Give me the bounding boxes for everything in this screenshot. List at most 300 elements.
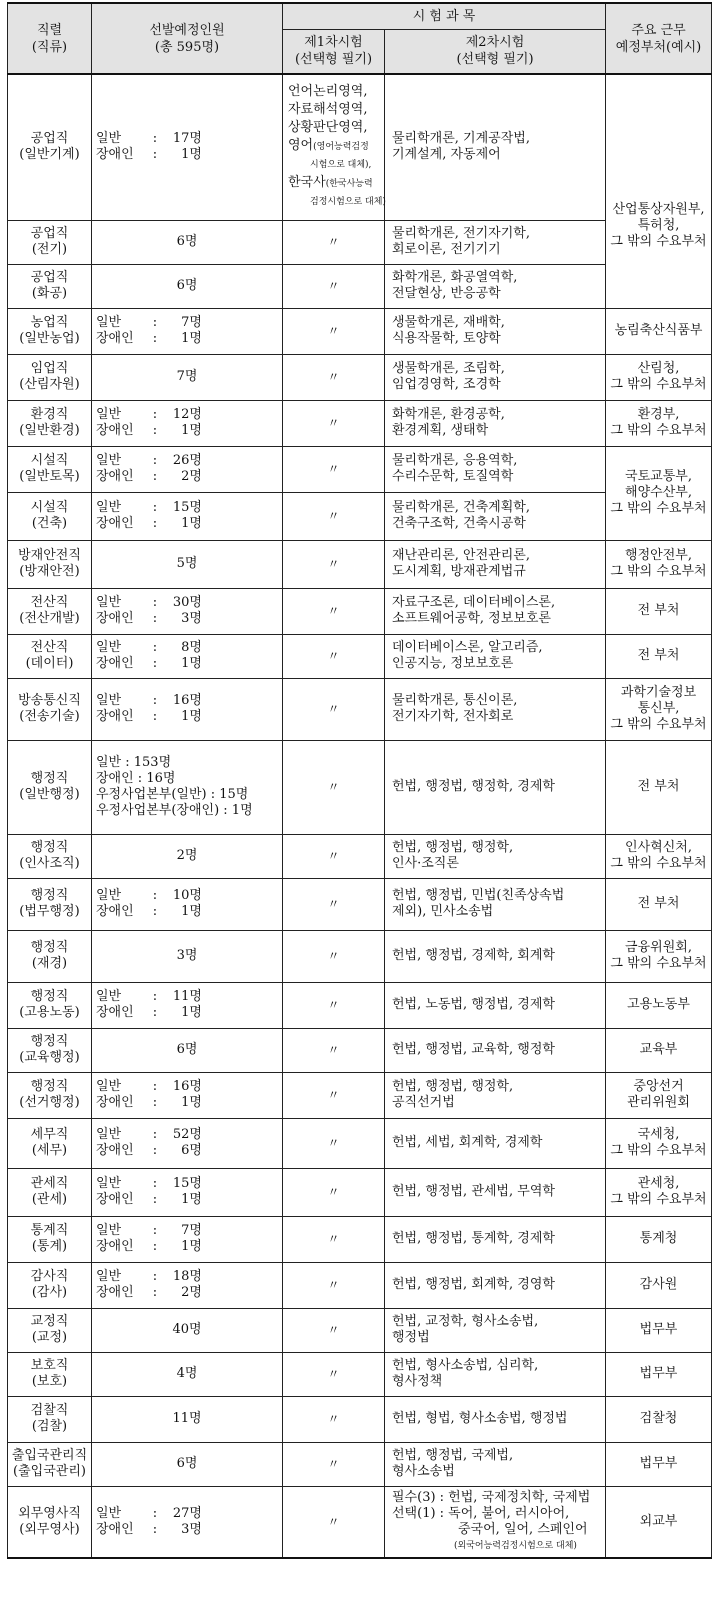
second-exam-cell <box>385 1352 606 1396</box>
ditto-mark: 〃 <box>327 897 340 911</box>
table-row <box>8 446 712 492</box>
first-exam-cell <box>283 740 385 834</box>
second-exam-line: 헌법, 형사소송법, 심리학, <box>392 1358 539 1373</box>
second-exam-line: 화학개론, 환경공학, <box>392 407 505 422</box>
job-subtype: (검찰) <box>31 1419 68 1434</box>
count-value: 2명 <box>181 1285 202 1300</box>
count-colon: : <box>152 693 158 708</box>
second-exam-line: 형사정책 <box>392 1374 443 1389</box>
job-name: 환경직 <box>30 407 69 422</box>
job-subtype: (데이터) <box>25 656 74 671</box>
count-value: 1명 <box>181 1095 202 1110</box>
job-cell <box>8 740 92 834</box>
dept-cell <box>606 1442 712 1486</box>
count-colon: : <box>152 1285 158 1300</box>
second-exam-line: 헌법, 교정학, 형사소송법, <box>392 1314 539 1329</box>
ditto-mark: 〃 <box>327 557 340 571</box>
dept-cell <box>606 400 712 446</box>
count-line: 장애인 : 16명 <box>96 771 176 786</box>
count-colon: : <box>152 423 158 438</box>
count-colon: : <box>152 904 158 919</box>
count-colon: : <box>152 1079 158 1094</box>
count-label: 장애인 <box>96 1192 134 1207</box>
count-cell <box>92 982 283 1028</box>
second-exam-line: 재난관리론, 안전관리론, <box>392 548 530 563</box>
job-name: 시설직 <box>30 453 69 468</box>
job-cell <box>8 982 92 1028</box>
dept-cell <box>606 540 712 588</box>
job-name: 감사직 <box>30 1269 69 1284</box>
count-cell <box>92 1352 283 1396</box>
dept-line: 농림축산식품부 <box>614 323 703 338</box>
count-line <box>96 1192 282 1208</box>
job-subtype: (화공) <box>31 286 68 301</box>
job-cell <box>8 446 92 492</box>
second-exam-line: 필수(3) : 헌법, 국제정치학, 국제법 <box>392 1489 591 1505</box>
second-exam-cell <box>385 1486 606 1558</box>
ditto-mark: 〃 <box>327 849 340 863</box>
job-cell <box>8 74 92 220</box>
count-label: 일반 <box>96 1223 122 1238</box>
count-value: 15명 <box>172 1176 202 1191</box>
job-name: 임업직 <box>30 361 69 376</box>
dept-cell <box>606 1486 712 1558</box>
count-label: 장애인 <box>96 904 134 919</box>
first-exam-note: (영어능력검정 <box>313 142 369 153</box>
count-value: 40명 <box>172 1322 202 1337</box>
count-cell <box>92 400 283 446</box>
dept-cell <box>606 1168 712 1216</box>
count-colon: : <box>152 407 158 422</box>
job-subtype: (고용노동) <box>19 1005 80 1020</box>
count-line <box>96 469 282 485</box>
second-exam-cell <box>385 878 606 930</box>
count-value: 6명 <box>176 1042 198 1057</box>
second-exam-line: 행정법 <box>392 1330 430 1345</box>
table-row <box>8 878 712 930</box>
second-exam-cell <box>385 1396 606 1442</box>
dept-line: 중앙선거 <box>633 1079 684 1094</box>
dept-line: 고용노동부 <box>627 997 690 1012</box>
dept-line: 특허청, <box>637 217 680 233</box>
count-colon: : <box>152 989 158 1004</box>
job-cell <box>8 540 92 588</box>
job-cell <box>8 220 92 264</box>
job-cell <box>8 878 92 930</box>
count-value: 30명 <box>172 595 202 610</box>
job-cell <box>8 1072 92 1118</box>
job-cell <box>8 1118 92 1168</box>
job-name: 행정직 <box>30 940 69 955</box>
ditto-mark: 〃 <box>327 780 340 794</box>
dept-line: 행정안전부, <box>625 548 692 563</box>
count-label: 장애인 <box>96 709 134 724</box>
second-exam-cell <box>385 678 606 740</box>
count-label: 일반 <box>96 640 122 655</box>
count-cell <box>92 1486 283 1558</box>
count-value: 1명 <box>181 1192 202 1207</box>
count-line <box>96 453 282 469</box>
ditto-mark: 〃 <box>327 1412 340 1426</box>
dept-cell <box>606 588 712 634</box>
dept-line: 법무부 <box>639 1366 678 1381</box>
ditto-mark: 〃 <box>327 1514 340 1529</box>
second-exam-line: 헌법, 노동법, 행정법, 경제학 <box>392 997 555 1012</box>
job-subtype: (외무영사) <box>19 1521 80 1537</box>
dept-line: 그 밖의 수요부처 <box>610 233 707 249</box>
count-value: 7명 <box>181 315 202 330</box>
table-row <box>8 740 712 834</box>
dept-line: 통계청 <box>639 1231 678 1246</box>
dept-cell <box>606 1262 712 1308</box>
second-exam-line: 환경계획, 생태학 <box>392 423 489 438</box>
count-label: 일반 <box>96 407 122 422</box>
count-label: 일반 <box>96 693 122 708</box>
job-subtype: (선거행정) <box>19 1095 80 1110</box>
dept-cell <box>606 354 712 400</box>
second-exam-line: 회로이론, 전기기기 <box>392 242 501 257</box>
second-exam-line: 물리학개론, 응용역학, <box>392 453 518 468</box>
second-exam-cell <box>385 264 606 308</box>
count-line <box>96 1239 282 1255</box>
dept-cell <box>606 930 712 982</box>
job-name: 세무직 <box>30 1127 69 1142</box>
second-exam-line: 기계설계, 자동제어 <box>392 147 501 163</box>
table-row <box>8 1262 712 1308</box>
count-colon: : <box>152 516 158 531</box>
count-line <box>96 1095 282 1111</box>
count-value: 17명 <box>172 131 202 147</box>
table-row <box>8 1072 712 1118</box>
job-subtype: (법무행정) <box>19 904 80 919</box>
second-exam-cell <box>385 1168 606 1216</box>
count-colon: : <box>152 640 158 655</box>
count-label: 일반 <box>96 1505 122 1521</box>
first-exam-cell <box>283 308 385 354</box>
count-value: 3명 <box>176 948 198 963</box>
first-exam-english <box>288 137 384 156</box>
dept-line: 법무부 <box>639 1322 678 1337</box>
second-exam-line: 헌법, 행정법, 행정학, <box>392 1079 514 1094</box>
dept-cell <box>606 740 712 834</box>
dept-cell <box>606 834 712 878</box>
job-name: 공업직 <box>30 131 69 147</box>
count-cell <box>92 492 283 540</box>
job-name: 행정직 <box>30 840 69 855</box>
job-cell <box>8 930 92 982</box>
job-name: 외무영사직 <box>18 1505 81 1521</box>
count-label: 일반 <box>96 989 122 1004</box>
first-exam-note: (한국사능력 <box>325 179 373 190</box>
second-exam-cell <box>385 1072 606 1118</box>
dept-line: 그 밖의 수요부처 <box>610 856 707 871</box>
job-cell <box>8 308 92 354</box>
second-exam-line: 식용작물학, 토양학 <box>392 331 501 346</box>
second-exam-cell <box>385 540 606 588</box>
second-exam-line: 소프트웨어공학, 정보보호론 <box>392 611 551 626</box>
job-cell <box>8 588 92 634</box>
dept-line: 그 밖의 수요부처 <box>610 1192 707 1207</box>
count-label: 일반 <box>96 1127 122 1142</box>
table-row <box>8 308 712 354</box>
count-colon: : <box>152 1005 158 1020</box>
dept-line: 과학기술정보 <box>620 685 697 700</box>
count-cell <box>92 1072 283 1118</box>
job-cell <box>8 264 92 308</box>
job-name: 행정직 <box>30 1034 69 1049</box>
count-cell <box>92 264 283 308</box>
count-value: 5명 <box>176 556 198 571</box>
dept-line: 전 부처 <box>637 896 680 911</box>
count-line <box>96 1127 282 1143</box>
job-name: 방재안전직 <box>18 548 81 563</box>
job-subtype: (관세) <box>31 1192 68 1207</box>
count-line <box>96 1143 282 1159</box>
count-colon: : <box>152 1127 158 1142</box>
second-exam-cell <box>385 1308 606 1352</box>
count-label: 장애인 <box>96 516 134 531</box>
job-subtype: (세무) <box>31 1143 68 1158</box>
count-cell <box>92 540 283 588</box>
second-exam-cell <box>385 1262 606 1308</box>
second-exam-line: 물리학개론, 기계공작법, <box>392 131 530 147</box>
dept-cell <box>606 1118 712 1168</box>
job-name: 시설직 <box>30 500 69 515</box>
count-line <box>96 709 282 725</box>
job-name: 공업직 <box>30 226 69 241</box>
count-value: 11명 <box>172 989 202 1004</box>
count-label: 장애인 <box>96 469 134 484</box>
table-row <box>8 1486 712 1558</box>
dept-line: 국세청, <box>637 1127 680 1142</box>
job-cell <box>8 492 92 540</box>
first-exam-cell <box>283 588 385 634</box>
count-label: 일반 <box>96 595 122 610</box>
ditto-mark: 〃 <box>327 1043 340 1057</box>
dept-line: 검찰청 <box>639 1411 678 1426</box>
first-exam-cell <box>283 1118 385 1168</box>
count-label: 일반 <box>96 453 122 468</box>
second-exam-cell <box>385 1442 606 1486</box>
dept-line: 그 밖의 수요부처 <box>610 717 707 732</box>
second-exam-line: 헌법, 행정법, 민법(친족상속법 <box>392 888 565 903</box>
count-cell <box>92 446 283 492</box>
table-row <box>8 930 712 982</box>
ditto-mark: 〃 <box>327 279 340 293</box>
table-row <box>8 400 712 446</box>
first-exam-cell <box>283 400 385 446</box>
ditto-mark: 〃 <box>327 1367 340 1381</box>
job-name: 전산직 <box>30 640 69 655</box>
table-row <box>8 678 712 740</box>
dept-cell <box>606 1072 712 1118</box>
count-colon: : <box>152 1269 158 1284</box>
job-cell <box>8 1486 92 1558</box>
job-subtype: (건축) <box>31 516 68 531</box>
count-label: 장애인 <box>96 423 134 438</box>
second-exam-cell <box>385 446 606 492</box>
count-value: 6명 <box>176 234 198 249</box>
table-row <box>8 588 712 634</box>
count-cell <box>92 678 283 740</box>
count-colon: : <box>152 709 158 724</box>
count-value: 16명 <box>172 1079 202 1094</box>
table-row <box>8 1396 712 1442</box>
count-line <box>96 147 282 163</box>
count-line <box>96 407 282 423</box>
count-cell <box>92 740 283 834</box>
count-colon: : <box>152 611 158 626</box>
dept-cell <box>606 678 712 740</box>
ditto-mark: 〃 <box>327 702 340 716</box>
second-exam-line: 물리학개론, 통신이론, <box>392 693 518 708</box>
second-exam-line: 제외), 민사소송법 <box>392 904 494 919</box>
count-cell <box>92 354 283 400</box>
job-cell <box>8 1442 92 1486</box>
count-label: 장애인 <box>96 147 134 163</box>
dept-line: 그 밖의 수요부처 <box>610 564 707 579</box>
count-line <box>96 423 282 439</box>
second-exam-line: 헌법, 행정법, 국제법, <box>392 1448 514 1463</box>
dept-line: 전 부처 <box>637 779 680 794</box>
job-subtype: (보호) <box>31 1374 68 1389</box>
second-exam-cell <box>385 400 606 446</box>
second-exam-line: 임업경영학, 조경학 <box>392 377 501 392</box>
count-label: 장애인 <box>96 1521 134 1537</box>
first-exam-history <box>288 174 384 193</box>
second-exam-line: 데이터베이스론, 알고리즘, <box>392 640 543 655</box>
first-exam-subject: 한국사 <box>288 175 326 191</box>
table-row <box>8 74 712 220</box>
second-exam-line: 전기자기학, 전자회로 <box>392 709 514 724</box>
second-exam-cell <box>385 930 606 982</box>
count-label: 일반 <box>96 131 122 147</box>
job-subtype: (일반농업) <box>19 331 80 346</box>
first-exam-cell <box>283 878 385 930</box>
count-value: 27명 <box>172 1505 202 1521</box>
table-row <box>8 1308 712 1352</box>
dept-line: 그 밖의 수요부처 <box>610 1143 707 1158</box>
count-value: 18명 <box>172 1269 202 1284</box>
count-value: 3명 <box>181 611 202 626</box>
header-job: 직렬 (직류) <box>8 3 92 74</box>
count-cell <box>92 1442 283 1486</box>
second-exam-line: 자료구조론, 데이터베이스론, <box>392 595 556 610</box>
count-line <box>96 904 282 920</box>
dept-line: 관리위원회 <box>627 1095 690 1110</box>
table-row <box>8 634 712 678</box>
ditto-mark: 〃 <box>327 509 340 523</box>
first-exam-cell <box>283 982 385 1028</box>
dept-line: 전 부처 <box>637 603 680 618</box>
count-value: 1명 <box>181 516 202 531</box>
count-cell <box>92 1028 283 1072</box>
dept-line: 전 부처 <box>637 648 680 663</box>
count-label: 장애인 <box>96 331 134 346</box>
first-exam-cell <box>283 834 385 878</box>
count-value: 12명 <box>172 407 202 422</box>
second-exam-line: 인공지능, 정보보호론 <box>392 656 514 671</box>
table-row <box>8 1352 712 1396</box>
ditto-mark: 〃 <box>327 324 340 338</box>
job-name: 검찰직 <box>30 1403 69 1418</box>
count-colon: : <box>152 1176 158 1191</box>
second-exam-line: 헌법, 세법, 회계학, 경제학 <box>392 1135 543 1150</box>
count-cell <box>92 1262 283 1308</box>
job-subtype: (교정) <box>31 1330 68 1345</box>
count-cell <box>92 1118 283 1168</box>
count-line <box>96 888 282 904</box>
job-name: 출입국관리직 <box>11 1448 88 1463</box>
count-line <box>96 1005 282 1021</box>
dept-cell <box>606 1028 712 1072</box>
first-exam-cell <box>283 1308 385 1352</box>
dept-line: 산림청, <box>637 361 680 376</box>
count-colon: : <box>152 500 158 515</box>
first-exam-cell <box>283 1352 385 1396</box>
second-exam-cell <box>385 74 606 220</box>
ditto-mark: 〃 <box>327 949 340 963</box>
ditto-mark: 〃 <box>327 998 340 1012</box>
header-dept: 주요 근무 예정부처(예시) <box>606 3 712 74</box>
second-exam-line: 생물학개론, 조림학, <box>392 361 505 376</box>
second-exam-line: 헌법, 행정법, 행정학, 경제학 <box>392 779 555 794</box>
header-count: 선발예정인원 (총 595명) <box>92 3 283 74</box>
job-subtype: (출입국관리) <box>13 1464 86 1479</box>
job-cell <box>8 634 92 678</box>
first-exam-subject: 자료해석영역, <box>288 102 368 118</box>
job-subtype: (일반행정) <box>19 787 80 802</box>
first-exam-cell <box>283 264 385 308</box>
dept-cell <box>606 1396 712 1442</box>
count-cell <box>92 930 283 982</box>
job-subtype: (감사) <box>31 1285 68 1300</box>
first-exam-cell <box>283 634 385 678</box>
count-cell <box>92 1216 283 1262</box>
count-line <box>96 640 282 656</box>
dept-line: 그 밖의 수요부처 <box>610 423 707 438</box>
dept-cell <box>606 982 712 1028</box>
job-name: 보호직 <box>30 1358 69 1373</box>
second-exam-line: 도시계획, 방재관계법규 <box>392 564 526 579</box>
count-line <box>96 1285 282 1301</box>
count-value: 15명 <box>172 500 202 515</box>
job-name: 통계직 <box>30 1223 69 1238</box>
count-label: 장애인 <box>96 611 134 626</box>
dept-line: 감사원 <box>639 1277 678 1292</box>
table-row <box>8 1168 712 1216</box>
count-colon: : <box>152 1095 158 1110</box>
dept-line: 통신부, <box>637 701 680 716</box>
ditto-mark: 〃 <box>327 1457 340 1471</box>
count-line <box>96 611 282 627</box>
second-exam-line: 수리수문학, 토질역학 <box>392 469 514 484</box>
dept-line: 환경부, <box>637 407 680 422</box>
count-line <box>96 595 282 611</box>
count-colon: : <box>152 1223 158 1238</box>
first-exam-subject: 언어논리영역, <box>288 84 368 100</box>
ditto-mark: 〃 <box>327 604 340 618</box>
dept-cell <box>606 634 712 678</box>
job-cell <box>8 1168 92 1216</box>
count-value: 6명 <box>181 1143 202 1158</box>
count-colon: : <box>152 147 158 163</box>
job-name: 공업직 <box>30 270 69 285</box>
second-exam-cell <box>385 834 606 878</box>
first-exam-note: 시험으로 대체), <box>310 160 372 171</box>
ditto-mark: 〃 <box>327 462 340 476</box>
count-line <box>96 1079 282 1095</box>
